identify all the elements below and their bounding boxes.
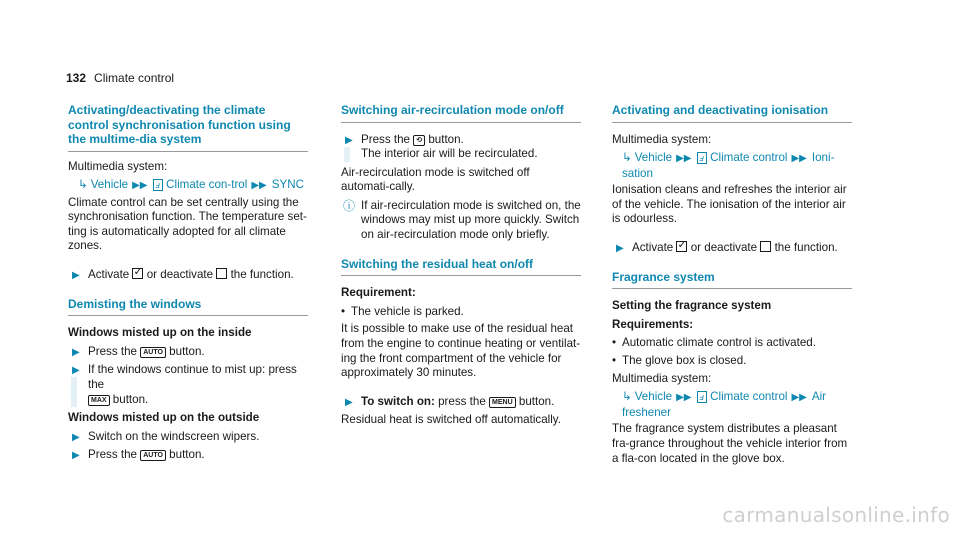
step-activate: ▶ Activate ✓ or deactivate the function. [612, 241, 852, 256]
double-chevron-icon: ▶▶ [676, 153, 692, 165]
path-ionisation[interactable]: Ioni-sation [622, 151, 835, 180]
menu-button-icon: MENU [489, 397, 516, 408]
recirc-auto-off: Air-recirculation mode is switched off automati-cally. [341, 165, 530, 194]
step-recirc: ▶ Press the ⟲ button. The interior air will be recirculated. [345, 132, 538, 161]
double-chevron-icon: ▶▶ [251, 180, 267, 192]
step-arrow-icon: ▶ [616, 243, 624, 255]
multimedia-label: Multimedia system: [612, 132, 712, 146]
info-icon: ⓘ [343, 198, 356, 213]
double-chevron-icon: ▶▶ [791, 392, 807, 404]
requirements-label: Requirements: [612, 317, 694, 331]
recirc-heading: Switching air-recirculation mode on/off [341, 103, 581, 123]
multimedia-label: Multimedia system: [68, 159, 168, 173]
outside-subheading: Windows misted up on the outside [68, 411, 260, 425]
step-arrow-icon: ▶ [72, 346, 80, 358]
double-chevron-icon: ▶▶ [132, 180, 148, 192]
requirement-item: • Automatic climate control is activated. [612, 336, 852, 351]
step-arrow-icon: ▶ [72, 450, 80, 462]
auto-button-icon: AUTO [140, 450, 166, 461]
step-arrow-icon: ▶ [345, 134, 353, 146]
menu-path [612, 390, 852, 420]
multimedia-label: Multimedia system: [612, 371, 712, 385]
path-vehicle[interactable]: Vehicle [634, 151, 673, 165]
step-arrow-icon: ▶ [345, 396, 353, 408]
step-press-auto-2: ▶ Press the AUTO button. [68, 448, 308, 463]
corner-arrow-icon: ↳ [78, 178, 88, 192]
checkbox-empty-icon[interactable] [216, 268, 227, 279]
fragrance-heading: Fragrance system [612, 270, 852, 290]
step-arrow-icon: ▶ [72, 431, 80, 443]
setting-subheading: Setting the fragrance system [612, 299, 772, 313]
climate-icon: ⅎ [697, 152, 707, 164]
sync-description: Climate control can be set centrally using the synchronisation function. The temperature set-ting is automatically adopted for all climate zones. [68, 195, 307, 253]
residual-description: It is possible to make use of the residual heat from the engine to continue heating or ventilat-ing the front compartment of the vehicle for approximately 30 minutes. [341, 322, 581, 380]
double-chevron-icon: ▶▶ [791, 153, 807, 165]
requirement-item: • The vehicle is parked. [341, 305, 581, 320]
requirement-label: Requirement: [341, 286, 416, 300]
corner-arrow-icon: ↳ [622, 390, 632, 404]
inside-subheading: Windows misted up on the inside [68, 326, 252, 340]
step-arrow-icon: ▶ [72, 365, 80, 377]
fragrance-description: The fragrance system distributes a pleasant fra-grance throughout the vehicle interior from a fla-con located in the glove box. [612, 422, 848, 465]
corner-arrow-icon: ↳ [622, 151, 632, 165]
sync-heading: Activating/deactivating the climate control synchronisation function using the multime-dia system [68, 103, 308, 152]
recirc-note: ⓘ If air-recirculation mode is switched on, the windows may mist up more quickly. Switch on air-recirculation mode only briefly. [343, 198, 581, 242]
path-climate[interactable]: Climate control [710, 390, 788, 404]
column-2 [341, 103, 581, 432]
column-1 [68, 103, 308, 467]
checkbox-checked-icon[interactable] [132, 268, 143, 279]
step-max-defrost: ▶ If the windows continue to mist up: press the MAX button. [72, 363, 297, 406]
climate-icon: ⅎ [153, 179, 163, 191]
checkbox-checked-icon[interactable] [676, 241, 687, 252]
step-press-auto: ▶ Press the AUTO button. [68, 345, 308, 360]
max-defrost-icon: MAX [88, 395, 110, 406]
residual-heading: Switching the residual heat on/off [341, 257, 581, 277]
checkbox-empty-icon[interactable] [760, 241, 771, 252]
step-arrow-icon: ▶ [72, 270, 80, 282]
path-climate[interactable]: Climate con-trol [166, 178, 248, 192]
menu-path [612, 151, 852, 181]
ionisation-description: Ionisation cleans and refreshes the interior air of the vehicle. The ionisation of the interior air is odourless. [612, 183, 847, 226]
double-chevron-icon: ▶▶ [676, 392, 692, 404]
watermark: carmanualsonline.info [722, 503, 950, 528]
step-switch-on: ▶ To switch on: press the MENU button. [341, 395, 581, 410]
path-sync[interactable]: SYNC [271, 178, 304, 192]
step-activate: ▶ Activate ✓ or deactivate the function. [68, 268, 308, 283]
page-number: 132 [66, 71, 87, 85]
requirement-item: • The glove box is closed. [612, 354, 852, 369]
residual-auto-off: Residual heat is switched off automatically. [341, 413, 561, 427]
path-vehicle[interactable]: Vehicle [90, 178, 129, 192]
column-3 [612, 103, 852, 470]
ionisation-heading: Activating and deactivating ionisation [612, 103, 852, 123]
recirculation-icon: ⟲ [413, 135, 425, 146]
section-title: Climate control [94, 71, 175, 85]
demist-heading: Demisting the windows [68, 297, 308, 317]
path-climate[interactable]: Climate control [710, 151, 788, 165]
step-wipers: ▶ Switch on the windscreen wipers. [68, 430, 308, 445]
menu-path [68, 178, 308, 194]
page-header [66, 71, 174, 86]
path-vehicle[interactable]: Vehicle [634, 390, 673, 404]
climate-icon: ⅎ [697, 391, 707, 403]
path-air-freshener[interactable]: Air freshener [622, 390, 827, 419]
auto-button-icon: AUTO [140, 347, 166, 358]
